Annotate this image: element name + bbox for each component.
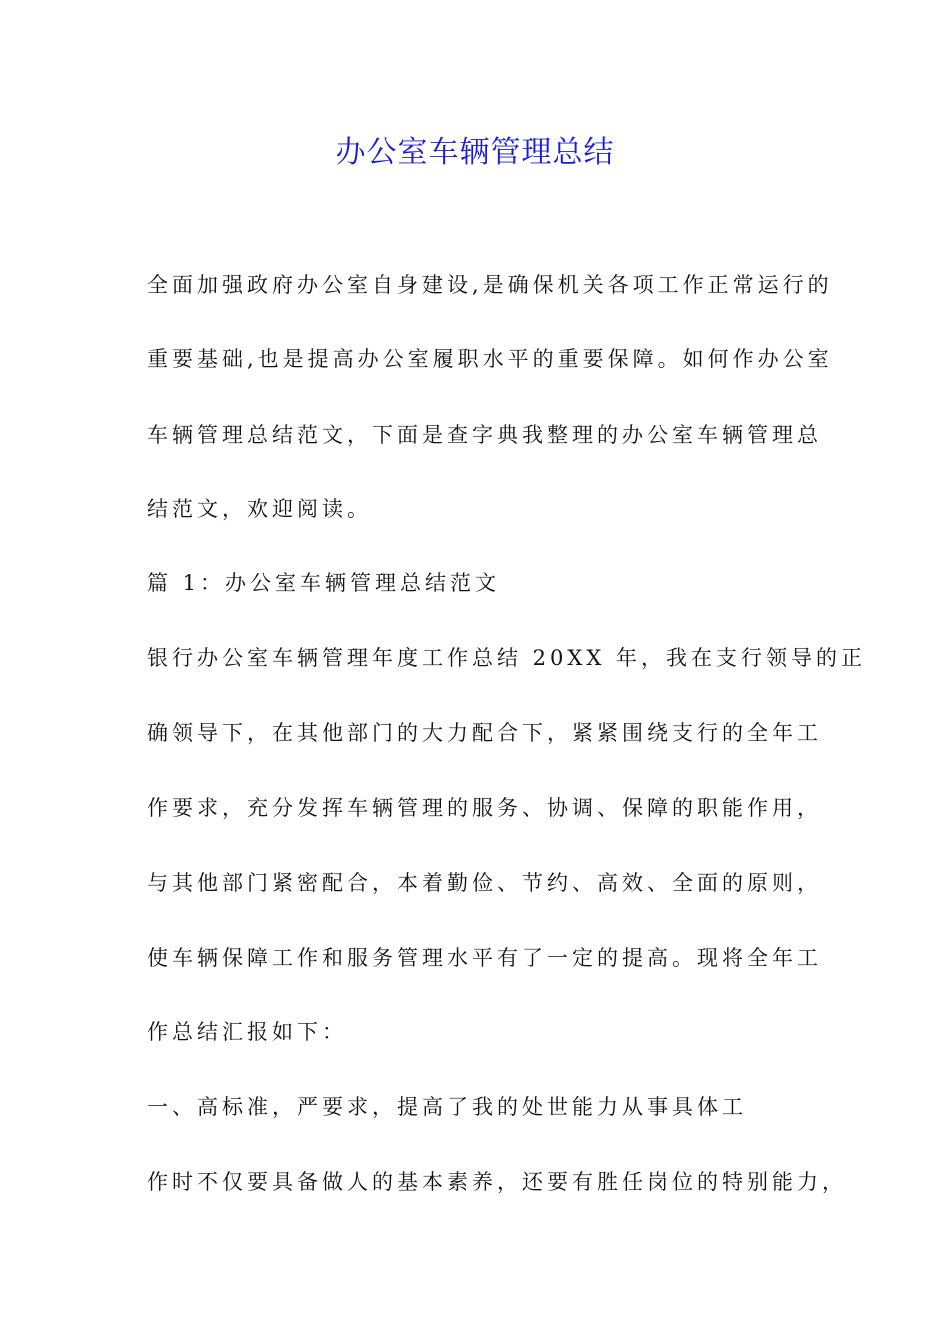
paragraph-line: 车辆管理总结范文，下面是查字典我整理的办公室车辆管理总 <box>147 423 822 447</box>
paragraph-line: 重要基础,也是提高办公室履职水平的重要保障。如何作办公室 <box>147 347 833 371</box>
paragraph-line: 作要求，充分发挥车辆管理的服务、协调、保障的职能作用， <box>147 796 822 820</box>
paragraph-line: 确领导下，在其他部门的大力配合下，紧紧围绕支行的全年工 <box>147 721 822 745</box>
subsection-heading: 一、高标准，严要求，提高了我的处世能力从事具体工 <box>147 1095 747 1119</box>
paragraph-line: 作总结汇报如下： <box>147 1020 347 1044</box>
paragraph-line: 结范文，欢迎阅读。 <box>147 497 372 521</box>
section-heading: 篇 1：办公室车辆管理总结范文 <box>147 571 501 595</box>
paragraph-line: 银行办公室车辆管理年度工作总结 20XX 年，我在支行领导的正 <box>147 646 866 670</box>
paragraph-line: 作时不仅要具备做人的基本素养，还要有胜任岗位的特别能力， <box>147 1170 847 1194</box>
paragraph-line: 使车辆保障工作和服务管理水平有了一定的提高。现将全年工 <box>147 946 822 970</box>
paragraph-line: 与其他部门紧密配合，本着勤俭、节约、高效、全面的原则， <box>147 871 822 895</box>
document-title: 办公室车辆管理总结 <box>335 135 615 170</box>
paragraph-line: 全面加强政府办公室自身建设,是确保机关各项工作正常运行的 <box>147 273 833 297</box>
